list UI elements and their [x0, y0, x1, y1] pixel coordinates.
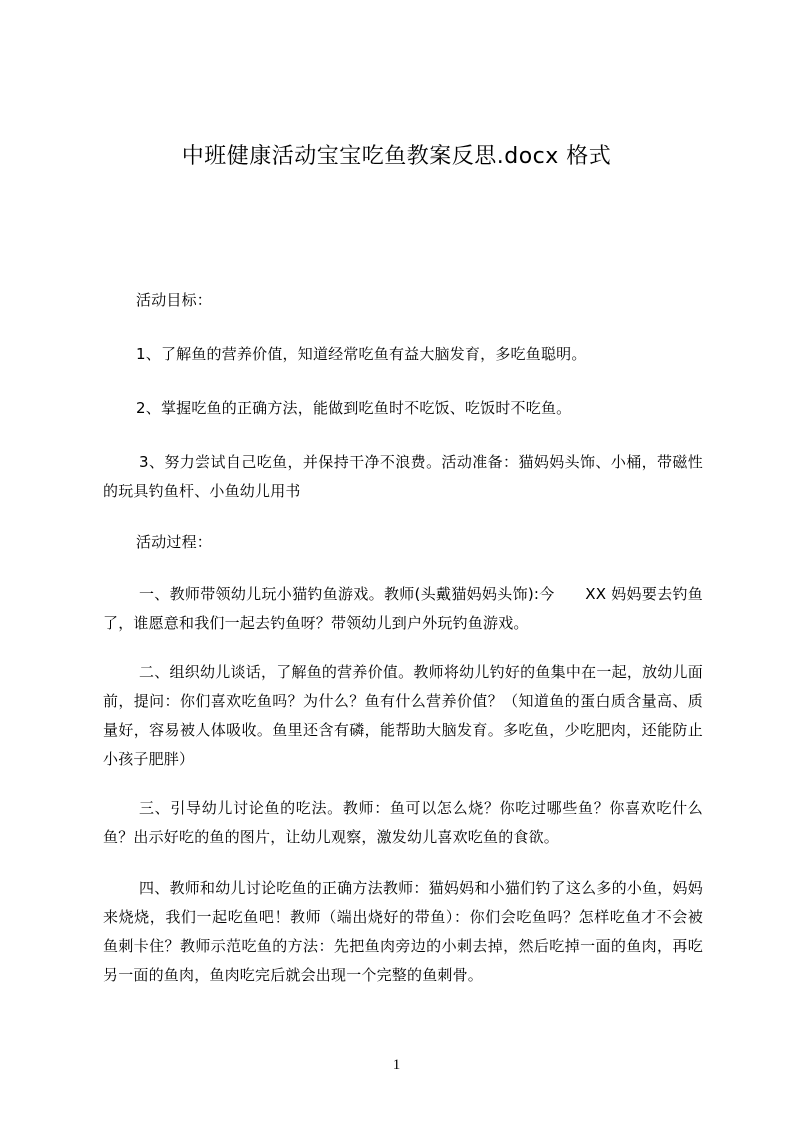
paragraph-step-2: 二、组织幼儿谈话，了解鱼的营养价值。教师将幼儿钓好的鱼集中在一起，放幼儿面前，提问：你们喜欢吃鱼吗？为什么？鱼有什么营养价值？（知道鱼的蛋白质含量高、质量好，容易被人体吸收。鱼里还含有磷，能帮助大脑发育。多吃鱼，少吃肥肉，还能防止小孩子肥胖） [103, 663, 703, 768]
paragraph-step-4: 四、教师和幼儿讨论吃鱼的正确方法教师：猫妈妈和小猫们钓了这么多的小鱼，妈妈来烧烧，我们一起吃鱼吧！教师（端出烧好的带鱼）：你们会吃鱼吗？怎样吃鱼才不会被鱼刺卡住？教师示范吃鱼的方法：先把鱼肉旁边的小刺去掉，然后吃掉一面的鱼肉，再吃另一面的鱼肉，鱼肉吃完后就会出现一个完整的鱼刺骨。 [103, 879, 703, 984]
paragraph-goal-1: 1、了解鱼的营养价值，知道经常吃鱼有益大脑发育，多吃鱼聪明。 [136, 345, 587, 363]
document-title: 中班健康活动宝宝吃鱼教案反思.docx 格式 [181, 144, 612, 169]
paragraph-step-3: 三、引导幼儿讨论鱼的吃法。教师：鱼可以怎么烧？你吃过哪些鱼？你喜欢吃什么鱼？出示好吃的鱼的图片，让幼儿观察，激发幼儿喜欢吃鱼的食欲。 [103, 799, 703, 846]
paragraph-activity-goals-heading: 活动目标： [136, 291, 213, 309]
page-number: 1 [392, 1057, 401, 1073]
paragraph-goal-3-and-preparation: 3、努力尝试自己吃鱼，并保持干净不浪费。活动准备：猫妈妈头饰、小桶，带磁性的玩具钓鱼杆、小鱼幼儿用书 [103, 453, 703, 500]
paragraph-goal-2: 2、掌握吃鱼的正确方法，能做到吃鱼时不吃饭、吃饭时不吃鱼。 [136, 399, 572, 417]
paragraph-step-1: 一、教师带领幼儿玩小猫钓鱼游戏。教师(头戴猫妈妈头饰):今 XX 妈妈要去钓鱼了，谁愿意和我们一起去钓鱼呀？带领幼儿到户外玩钓鱼游戏。 [103, 585, 703, 632]
paragraph-activity-process-heading: 活动过程： [136, 533, 213, 551]
